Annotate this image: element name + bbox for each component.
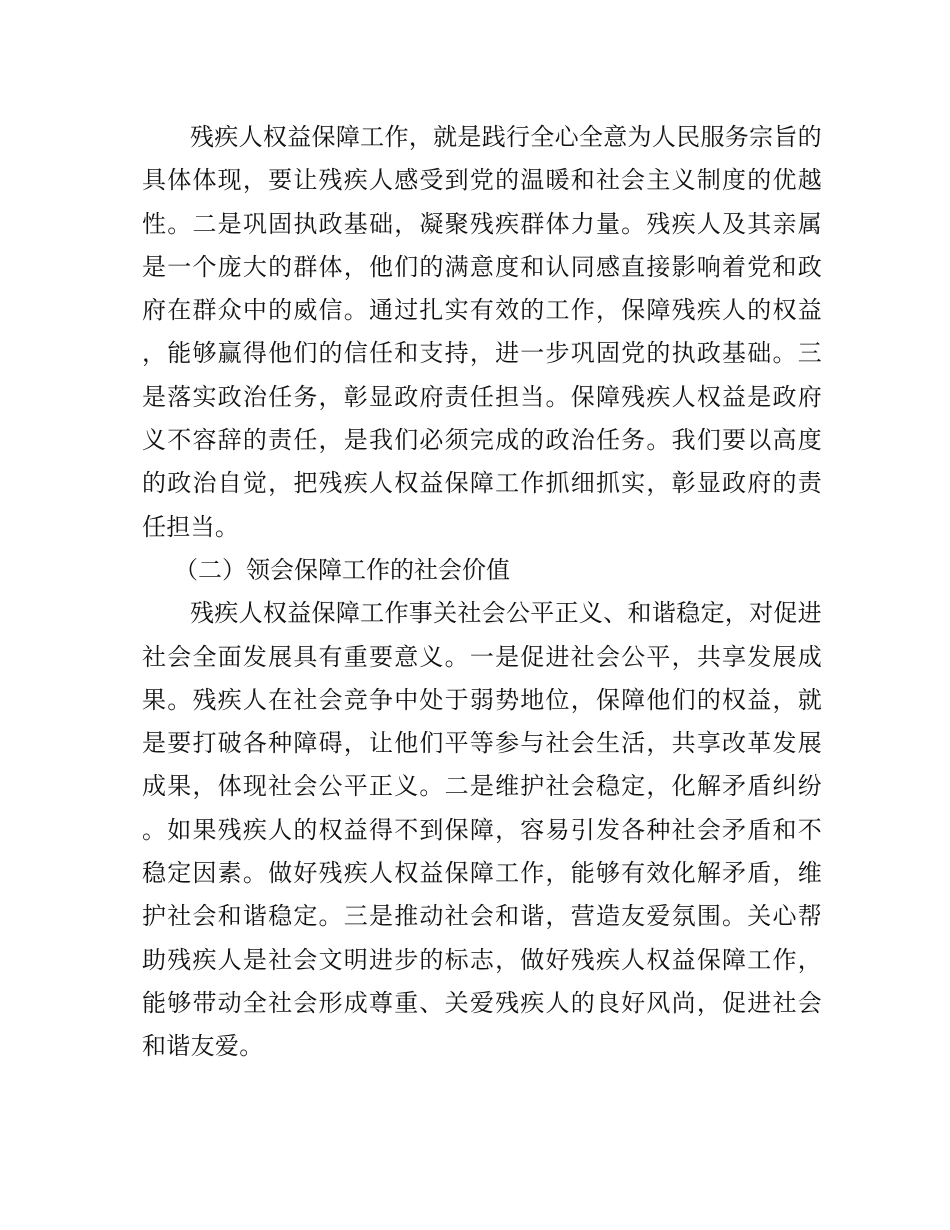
section-heading-social-value: （二）领会保障工作的社会价值 (174, 555, 510, 584)
body-paragraph-social-value: 残疾人权益保障工作事关社会公平正义、和谐稳定，对促进社会全面发展具有重要意义。一是促进社会公平，共享发展成果。残疾人在社会竞争中处于弱势地位，保障他们的权益，就是要打破各种障碍，让他们平等参与社会生活，共享改革发展成果，体现社会公平正义。二是维护社会稳定，化解矛盾纠纷。如果残疾人的权益得不到保障，容易引发各种社会矛盾和不稳定因素。做好残疾人权益保障工作，能够有效化解矛盾，维护社会和谐稳定。三是推动社会和谐，营造友爱氛围。关心帮助残疾人是社会文明进步的标志，做好残疾人权益保障工作，能够带动全社会形成尊重、关爱残疾人的良好风尚，促进社会和谐友爱。 (142, 599, 822, 1061)
document-body (142, 116, 822, 1069)
body-paragraph-political-significance: 残疾人权益保障工作，就是践行全心全意为人民服务宗旨的具体体现，要让残疾人感受到党的温暖和社会主义制度的优越性。二是巩固执政基础，凝聚残疾群体力量。残疾人及其亲属是一个庞大的群体，他们的满意度和认同感直接影响着党和政府在群众中的威信。通过扎实有效的工作，保障残疾人的权益，能够赢得他们的信任和支持，进一步巩固党的执政基础。三是落实政治任务，彰显政府责任担当。保障残疾人权益是政府义不容辞的责任，是我们必须完成的政治任务。我们要以高度的政治自觉，把残疾人权益保障工作抓细抓实，彰显政府的责任担当。 (142, 123, 822, 541)
